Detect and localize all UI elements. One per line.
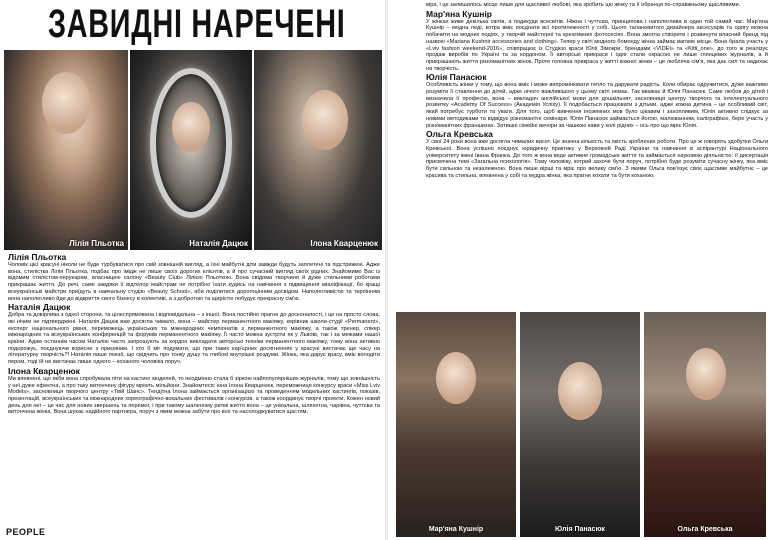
- photo-ilona: [254, 50, 382, 250]
- portrait-face: [686, 348, 726, 400]
- right-page: [388, 0, 773, 540]
- photo-natalia: [130, 50, 252, 250]
- page-title: ЗАВИДНІ НАРЕЧЕНІ: [48, 2, 346, 46]
- photo-mariana: [396, 312, 516, 537]
- section-text: У свої 24 роки вона вже досягла чималих висот. Це значна кількість та якість зроблених роботи. Про це ж говорять здобутки Ольги Кревської. Вона успішно поєднує юридичну практику у Верховній Раді України та навчання в аспірантурі Національного університету імені Івана Франка. До того ж вона веде активне громадське життя та займається науковою діяльністю: її дисертація присвячена темі «Загальна психологія». Тому чоловіку, котрий захоче бути поруч, потрібно буде розуміти сучасну жінку, яка вміє бути сильною та незалежною. Вона пише вірші та мріє про велику сім'ю. З якими Ольга пов'язує своє щасливе майбутнє – це красива та стильна, впевнена у собі та мудра жінка, яка прагне кохати та бути коханою.: [426, 139, 768, 179]
- section-heading: Юлія Панасюк: [426, 72, 487, 83]
- portrait-face: [302, 90, 348, 150]
- photo-caption: Лілія Пльотка: [69, 239, 124, 248]
- left-page: [0, 0, 385, 540]
- section-text: У жінках живе декілька світів, а подекуди всесвітів. Ніжна і чуттєва, принципова і наполеглива в один той самий час. Мар'яна Кушнір – модна леді, котра вміє поєднати всі протилежності у собі. Цього талановитого дизайнера аксесуарів та одягу можна побачити на модних подіях, у творчій майстерні та креативних фотосесіях. Вона змогла створити і розвинути власний бренд під назвою «Mariana Kushnir accessories and clothing». Тепер у світі модного бомонду жінка займає вагоме місце. Вона брала участь у «Lviv fashion weekend-2016», співпрацює із Студією краси Юлії Зімокри, брендами «VIDEI» та «Kitti_one», до того ж реалізує продаж виробів по Україні та за кордоном. Її авторські прикраси і одяг стали окрасою не лише глянцевих журналів, а й прикрашають життя різноманітних жінок. Проте головна прикраса у житті кожної жінки – це любляча сім'я, яка дає сил та надихає на творчість.: [426, 18, 768, 72]
- right-photo-row: [396, 312, 766, 537]
- right-article-column: [426, 2, 768, 179]
- section-heading: Мар'яна Кушнір: [426, 8, 492, 19]
- section-heading: Ілона Кварценюк: [8, 365, 80, 376]
- portrait-face: [42, 72, 90, 134]
- section-text: віра, і це залишилось місце лише для щасливої любові, яка зробить цю жінку та її обранця по-справжньому щасливими.: [426, 2, 741, 8]
- section-text: Особливість жінки у тому, що вона вміє і може випромінювати тепло та дарувати радість. Коли обирає одружитися, дуже важливо розуміти її ставлення до дітей, адже нічого важливішого у цьому світі немає. Так вважає й Юлія Панасюк. Саме любов до дітей і визначила її професію, вона – викладач англійської мови для дошкільнят, засновниця центру творчого та інтелектуального розвитку «Academy Of Success» (Академія Успіху). Її подобається працювати з дітьми, адже кожна дитина – це особливий світ, який потребує турботи та уваги. Для того, щоб вивчення іноземних мов було цікавим і захопливим, Юлія активно слідкує за новими методиками та відвідує різноманітні семінари. Юлія Панасюк займається йогою, малюванням, каліграфією, бере участь у різноманітних франшизах. Затишні сімейні вечори за чашкою кави у колі рідних – ось про що мріє Юлія.: [426, 82, 768, 129]
- left-photo-row: [4, 50, 382, 250]
- photo-caption: Ілона Кварценюк: [310, 239, 378, 248]
- section-text: Добра та довірлива з одної сторони, та цілеспрямована і відповідальна – з іншої. Вона постійно прагне до досконалості, і це на просто слова, які нічим не підтверджені. Наталія Дацюк вже досягла чимало, вона – майстер перманентного макіяжу, керівник школи-студії «Permanent», експерт національного рівня, переможець українських та міжнародних чемпіонатів з перманентного макіяжу, а також тренер, спікер міжнародних та всеукраїнських конференцій та форумів перманентного макіяжу. Її часто можна зустріти як у Львові, так і за межами нашої країни. Адже останнім часом Наталію часто запрошують за кордон викладати авторські техніки перманентного макіяжу, тому вона активно подорожує, поєднуючи корисне з приємним. І хто б міг подумати, що при таких кар'єрних досягненнях у красуні вистачає ще часу на літературну творчість?! Наталія пише поезії, що свідчить про тонку душу та глибокі внутрішні роздуми. Жінка, яка дарує красу, вміє володіти пером, тоді їй не вистачає лише одного – коханого чоловіка поруч.: [8, 312, 380, 366]
- photo-caption: Наталія Дацюк: [189, 239, 248, 248]
- section-heading: Наталія Дацюк: [8, 302, 71, 313]
- photo-olga: [644, 312, 766, 537]
- portrait-face: [436, 352, 476, 404]
- photo-yulia: [520, 312, 640, 537]
- photo-lilia: [4, 50, 128, 250]
- photo-caption: Мар'яна Кушнір: [428, 526, 484, 533]
- section-heading: Лілія Пльотка: [8, 252, 67, 262]
- section-heading: Ольга Кревська: [426, 129, 493, 140]
- portrait-face: [172, 102, 210, 152]
- magazine-footer: PEOPLE: [6, 527, 46, 537]
- portrait-face: [558, 362, 602, 420]
- left-article-column: [8, 252, 380, 416]
- photo-caption: Юлія Панасюк: [555, 526, 605, 533]
- section-text: Ми впевнені, що якби вона спробувала піти на кастинг моделей, то неодмінно стала б зіркою найпопулярніших журналів, тому що зовнішність у неї дуже ефектна, а про таку витончену фігуру мріють мільйони. Знайомтеся: юна Ілона Кварценюк, переможниця конкурсу краси «Miss Lviv Models», засновниця творчого центру «Твій Шанс». Тендітна Ілона займається організацією та проведенням модельних кастингів, показів, презентацій, всеукраїнських та міжнародних хореографічно-вокальних фестивалів і конкурсів, а також координує творчі проекти. Кожен новий день для неї – це час для нових звершень та перемог, і при такому шаленому ритмі життя вона – це унікальна, шляхетна, чарівна, чуттєва та витончена жінка. Вона шукає надійного партнера, поруч з яким можна забути про все та насолоджуватися щастям.: [8, 375, 380, 416]
- photo-caption: Ольга Кревська: [677, 526, 733, 533]
- section-text: Чоловік цієї красуні ніколи не буде турбуватися про свій зовнішній вигляд, а їхні майбутні діти завжди будуть заплетені та підстрижені. Адже вона, стилістка Лілія Пльотка, подбає про імідж не лише своїх дорогих клієнтів, а й про сучасний вигляд своїх рідних. Знайомимо Вас із відомим стилістом-перукарем, власницею салону «Beauty Club» Лілією Пльоткою. Вона свідома творчиня й дуже стильними роботами прикрашає життя. До речі, саме завдяки її відтелор майстрам не потрібно їхати кудись на навчання з підвищення кваліфікації, бо кращі всеукраїнські майстри приїдуть в навчальну студію «Beauty School», аби поділитися дорогоцінним досвідом. Наполегливістю та терпінням вона наполегливо йде до відкриття свого бізнесу в колективі, а з добротою та щирістю побудує прекрасну сім'ю.: [8, 262, 380, 302]
